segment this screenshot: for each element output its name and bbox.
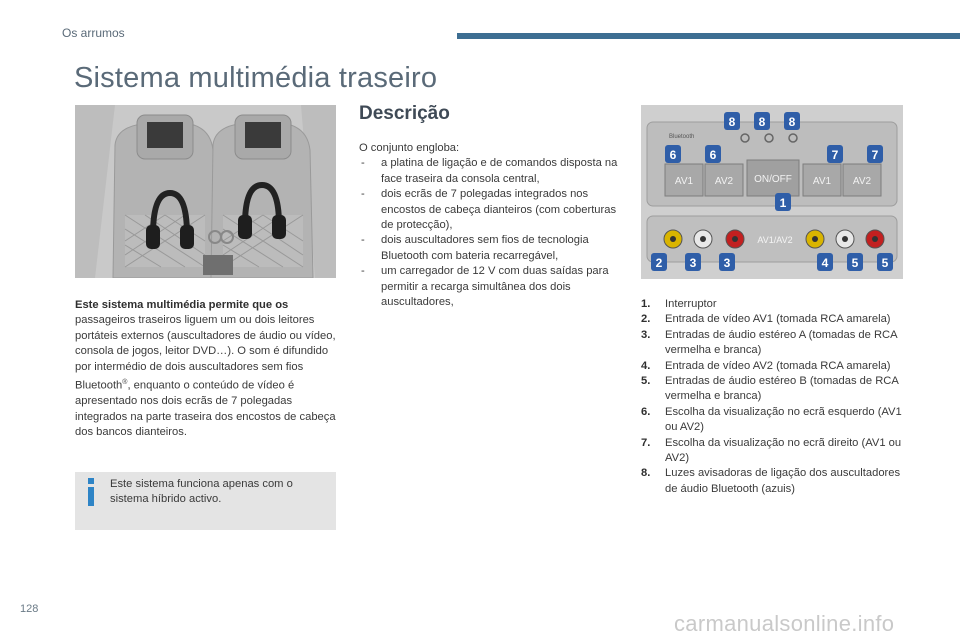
description-heading: Descrição xyxy=(359,103,450,124)
legend-text: Entradas de áudio estéreo B (tomadas de RCA vermelha e branca) xyxy=(665,375,899,403)
callout-4: 4 xyxy=(821,256,829,270)
callout-6: 6 xyxy=(709,148,717,162)
legend-number: 4. xyxy=(641,359,651,372)
description-block xyxy=(359,141,619,310)
legend-number: 2. xyxy=(641,313,651,326)
legend-number: 5. xyxy=(641,375,651,388)
callout-7: 7 xyxy=(831,148,839,162)
list-item: - a platina de ligação e de comandos disposta na face traseira da consola central, xyxy=(359,156,619,187)
info-text: Este sistema funciona apenas com o sistema híbrido activo. xyxy=(110,478,293,506)
legend-text: Interruptor xyxy=(665,298,717,310)
legend-text: Escolha da visualização no ecrã direito (AV1 ou AV2) xyxy=(665,436,902,465)
legend-item xyxy=(641,359,911,374)
main-paragraph-lead: Este sistema multimédia permite que os xyxy=(75,299,289,311)
legend-item xyxy=(641,312,911,327)
rear-seat-photo xyxy=(75,105,336,278)
legend-number: 1. xyxy=(641,298,651,310)
section-header: Os arrumos xyxy=(62,26,125,40)
callout-5: 5 xyxy=(851,256,859,270)
watermark-text: carmanualsonline.info xyxy=(674,611,895,636)
legend-text: Entrada de vídeo AV1 (tomada RCA amarela) xyxy=(665,313,891,326)
socket-label: AV1/AV2 xyxy=(757,235,793,245)
callout-3: 3 xyxy=(723,256,731,270)
legend-item xyxy=(641,374,911,405)
legend-text: Entradas de áudio estéreo A (tomadas de RCA vermelha e branca) xyxy=(665,328,897,357)
control-panel-diagram xyxy=(641,105,903,279)
legend-number: 8. xyxy=(641,467,651,480)
list-item: - um carregador de 12 V com duas saídas para permitir a recarga simultânea dos dois auscultadores, xyxy=(359,264,619,310)
legend-item xyxy=(641,466,911,497)
info-box xyxy=(75,472,336,530)
callout-6: 6 xyxy=(669,148,677,162)
legend-item xyxy=(641,328,911,359)
main-paragraph-end: , enquanto o conteúdo de vídeo é apresentado nos dois ecrãs de 7 polegadas integrados na parte traseira dos encostos de cabeça dos bancos dianteiros. xyxy=(75,379,336,438)
description-list xyxy=(359,156,619,310)
page-number: 128 xyxy=(20,603,39,615)
button-av1-left: AV1 xyxy=(674,176,694,187)
main-paragraph-body: passageiros traseiros liguem um ou dois leitores portáteis externos (auscultadores de áudio ou vídeo, consola de jogos, leitor DVD…). O som é difundido por intermédio de dois auscultadores sem fios Bluetooth xyxy=(75,314,336,392)
callout-3: 3 xyxy=(689,256,697,270)
legend-number: 3. xyxy=(641,328,651,341)
list-item: - dois auscultadores sem fios de tecnologia Bluetooth com bateria recarregável, xyxy=(359,233,619,264)
legend-number: 7. xyxy=(641,436,651,449)
description-intro: O conjunto engloba: xyxy=(359,142,460,154)
legend-item xyxy=(641,436,911,467)
callout-7: 7 xyxy=(871,148,879,162)
registered-mark: ® xyxy=(122,379,128,387)
main-paragraph xyxy=(75,298,337,440)
page-title: Sistema multimédia traseiro xyxy=(74,62,438,94)
callout-8: 8 xyxy=(788,115,796,129)
rear-seat-illustration xyxy=(75,105,336,278)
legend-item xyxy=(641,405,911,436)
legend-text: Escolha da visualização no ecrã esquerdo (AV1 ou AV2) xyxy=(665,405,902,434)
legend-number: 6. xyxy=(641,405,651,418)
bluetooth-label: Bluetooth xyxy=(669,134,695,140)
button-av2-left: AV2 xyxy=(714,176,734,187)
button-av2-right: AV2 xyxy=(852,176,872,187)
callout-2: 2 xyxy=(655,256,663,270)
legend-list xyxy=(641,297,911,497)
control-panel-photo xyxy=(641,105,903,279)
header-accent-bar xyxy=(457,33,960,39)
button-on-off: ON/OFF xyxy=(754,174,792,185)
info-icon xyxy=(85,478,97,506)
list-item: - dois ecrãs de 7 polegadas integrados nos encostos de cabeça dianteiros (com coberturas de protecção), xyxy=(359,187,619,233)
legend-text: Luzes avisadoras de ligação dos auscultadores de áudio Bluetooth (azuis) xyxy=(665,467,901,495)
callout-8: 8 xyxy=(728,115,736,129)
legend-item xyxy=(641,297,911,312)
callout-1: 1 xyxy=(779,196,787,210)
callout-8: 8 xyxy=(758,115,766,129)
legend-text: Entrada de vídeo AV2 (tomada RCA amarela) xyxy=(665,359,891,372)
panel-buttons xyxy=(665,160,881,196)
button-av1-right: AV1 xyxy=(812,176,832,187)
callout-5: 5 xyxy=(881,256,889,270)
